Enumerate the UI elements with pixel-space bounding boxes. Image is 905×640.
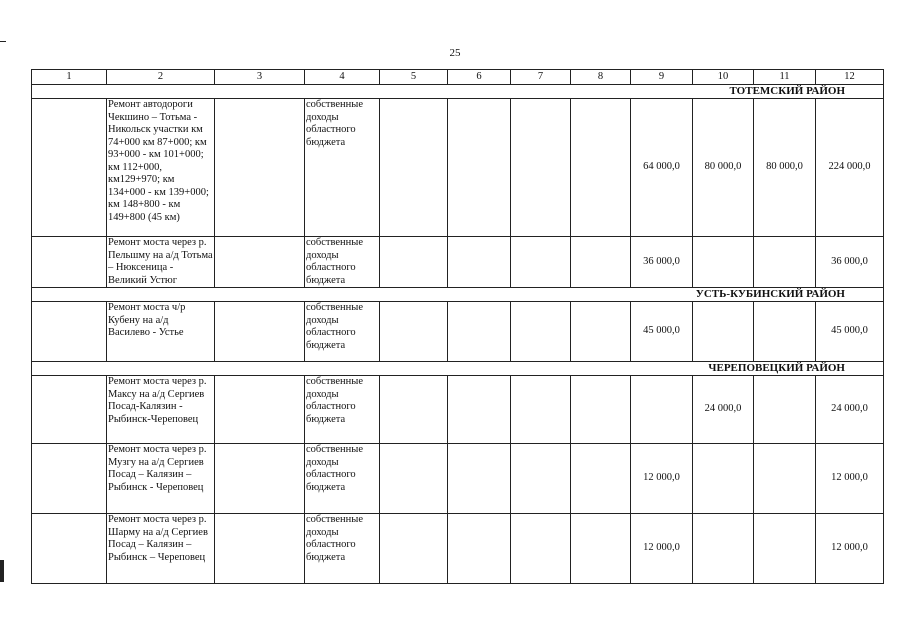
cell-col-5 [380, 302, 448, 362]
table-row [32, 444, 884, 514]
cell-col-8 [571, 302, 631, 362]
cell-col-1 [32, 302, 107, 362]
amount-col-9: 45 000,0 [631, 302, 693, 362]
table-row [32, 99, 884, 237]
amount-col-10 [693, 237, 754, 288]
column-number-8: 8 [571, 70, 631, 85]
cell-col-5 [380, 237, 448, 288]
amount-total: 24 000,0 [816, 376, 884, 444]
cell-col-6 [448, 302, 511, 362]
funding-source: собственные доходы областного бюджета [305, 99, 380, 237]
cell-col-5 [380, 376, 448, 444]
amount-total: 12 000,0 [816, 514, 884, 584]
cell-col-7 [511, 514, 571, 584]
column-number-9: 9 [631, 70, 693, 85]
region-row [32, 85, 884, 99]
cell-col-7 [511, 444, 571, 514]
cell-col-1 [32, 444, 107, 514]
amount-col-11 [754, 514, 816, 584]
column-number-5: 5 [380, 70, 448, 85]
region-row [32, 288, 884, 302]
work-name: Ремонт моста через р. Пельшму на а/д Тотьма – Нюксеница - Великий Устюг [108, 237, 213, 286]
cell-col-3 [215, 99, 305, 237]
cell-col-6 [448, 237, 511, 288]
amount-col-10 [693, 302, 754, 362]
amount-col-11 [754, 302, 816, 362]
amount-col-11 [754, 444, 816, 514]
cell-col-6 [448, 514, 511, 584]
amount-col-10 [693, 514, 754, 584]
cell-col-5 [380, 514, 448, 584]
amount-total: 36 000,0 [816, 237, 884, 288]
cell-col-3 [215, 514, 305, 584]
amount-col-10: 80 000,0 [693, 99, 754, 237]
cell-col-7 [511, 302, 571, 362]
cell-col-6 [448, 444, 511, 514]
cell-col-5 [380, 99, 448, 237]
table-row [32, 237, 884, 288]
page-number: 25 [449, 47, 461, 59]
cell-col-3 [215, 376, 305, 444]
column-number-11: 11 [754, 70, 816, 85]
amount-col-11: 80 000,0 [754, 99, 816, 237]
cell-col-1 [32, 99, 107, 237]
scan-mark-left-bottom [0, 560, 4, 582]
cell-col-3 [215, 302, 305, 362]
region-title: ЧЕРЕПОВЕЦКИЙ РАЙОН [32, 362, 884, 376]
cell-col-1 [32, 237, 107, 288]
work-name: Ремонт моста через р. Шарму на а/д Сергиев Посад – Калязин – Рыбинск – Череповец [107, 514, 215, 584]
amount-col-11 [754, 376, 816, 444]
cell-col-7 [511, 376, 571, 444]
scan-mark-left-top [0, 41, 6, 42]
work-name: Ремонт моста через р. Музгу на а/д Сергиев Посад – Калязин – Рыбинск - Череповец [107, 444, 215, 514]
amount-col-9: 36 000,0 [631, 237, 693, 288]
table-row [32, 376, 884, 444]
cell-col-7 [511, 237, 571, 288]
column-number-3: 3 [215, 70, 305, 85]
region-row [32, 362, 884, 376]
cell-col-8 [571, 444, 631, 514]
amount-total: 12 000,0 [816, 444, 884, 514]
funding-source: собственные доходы областного бюджета [305, 302, 380, 362]
cell-col-6 [448, 99, 511, 237]
column-number-12: 12 [816, 70, 884, 85]
budget-table [31, 69, 884, 584]
amount-col-10 [693, 444, 754, 514]
funding-source: собственные доходы областного бюджета [305, 376, 380, 444]
work-name: Ремонт моста ч/р Кубену на а/д Василево - Устье [107, 302, 215, 362]
column-number-7: 7 [511, 70, 571, 85]
cell-col-5 [380, 444, 448, 514]
amount-total: 45 000,0 [816, 302, 884, 362]
cell-col-8 [571, 99, 631, 237]
work-name: Ремонт автодороги Чекшино – Тотьма - Никольск участки км 74+000 км 87+000; км 93+000 - км 101+000; км 112+000, км129+970; км 134+000 - км 139+000; км 148+800 - км 149+800 (45 км) [107, 99, 215, 237]
cell-col-7 [511, 99, 571, 237]
work-name: Ремонт моста через р. Максу на а/д Сергиев Посад-Калязин - Рыбинск-Череповец [107, 376, 215, 444]
amount-col-9: 12 000,0 [631, 514, 693, 584]
cell-col-8 [571, 237, 631, 288]
column-number-10: 10 [693, 70, 754, 85]
amount-col-9: 64 000,0 [631, 99, 693, 237]
amount-col-9: 12 000,0 [631, 444, 693, 514]
region-title: УСТЬ-КУБИНСКИЙ РАЙОН [32, 288, 884, 302]
column-number-row [32, 70, 884, 85]
cell-col-1 [32, 376, 107, 444]
table-row [32, 302, 884, 362]
column-number-4: 4 [305, 70, 380, 85]
amount-col-9 [631, 376, 693, 444]
table-row [32, 514, 884, 584]
funding-source: собственные доходы областного бюджета [305, 444, 380, 514]
cell-col-3 [215, 444, 305, 514]
cell-col-6 [448, 376, 511, 444]
column-number-1: 1 [32, 70, 107, 85]
cell-col-8 [571, 514, 631, 584]
cell-col-3 [215, 237, 305, 288]
amount-col-10: 24 000,0 [693, 376, 754, 444]
region-title: ТОТЕМСКИЙ РАЙОН [32, 85, 884, 99]
funding-source: собственные доходы областного бюджета [305, 237, 380, 288]
column-number-2: 2 [107, 70, 215, 85]
cell-col-1 [32, 514, 107, 584]
amount-col-11 [754, 237, 816, 288]
amount-total: 224 000,0 [816, 99, 884, 237]
funding-source: собственные доходы областного бюджета [305, 514, 380, 584]
cell-col-8 [571, 376, 631, 444]
column-number-6: 6 [448, 70, 511, 85]
